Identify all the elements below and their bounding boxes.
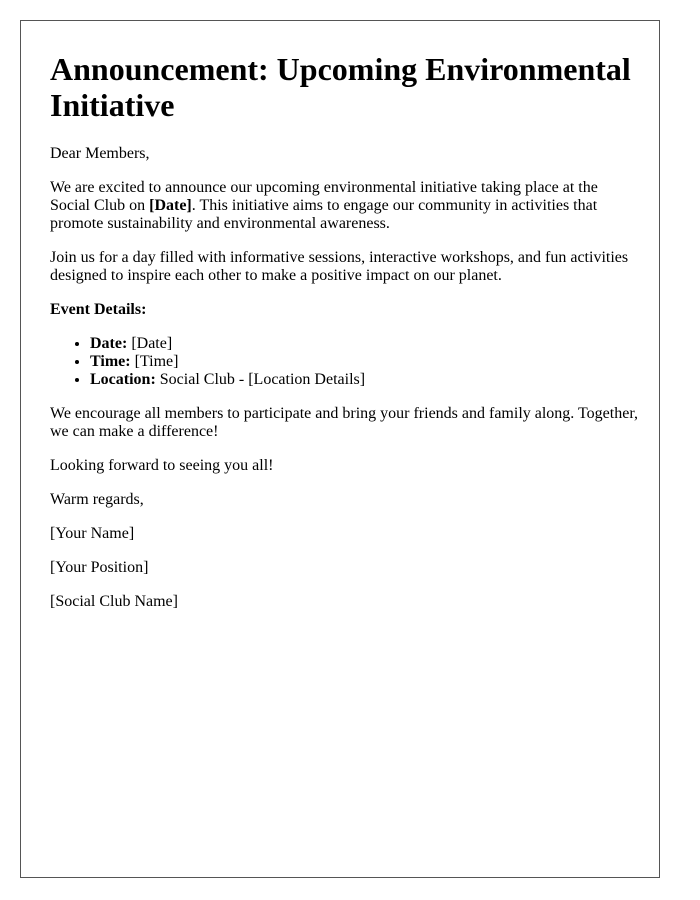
join-paragraph: Join us for a day filled with informative sessions, interactive workshops, and fun activities designed to inspire each other to make a positive impact on our planet. — [50, 249, 629, 284]
detail-value: [Date] — [127, 335, 173, 352]
encourage-paragraph: We encourage all members to participate and bring your friends and family along. Together, we can make a difference! — [50, 405, 639, 440]
looking-forward-paragraph: Looking forward to seeing you all! — [50, 457, 274, 474]
intro-text-part1: We are excited to announce our upcoming environmental initiative taking place at the Social Club on — [50, 179, 598, 214]
detail-value: Social Club - [Location Details] — [155, 371, 366, 388]
event-details-heading — [50, 301, 640, 319]
detail-label: Location: — [90, 371, 156, 388]
letter-content — [50, 51, 640, 627]
list-item — [90, 353, 640, 371]
intro-text-part2: . This initiative aims to engage our community in activities that promote sustainability and environmental awareness. — [50, 197, 598, 232]
detail-label: Time: — [90, 353, 131, 370]
detail-label: Date: — [90, 335, 128, 352]
signature-position: [Your Position] — [50, 559, 149, 576]
event-details-heading-text: Event Details: — [50, 301, 147, 318]
intro-date: [Date] — [149, 197, 192, 214]
closing: Warm regards, — [50, 491, 144, 508]
list-item — [90, 335, 640, 353]
greeting: Dear Members, — [50, 145, 150, 162]
letter-page — [20, 20, 660, 878]
signature-name: [Your Name] — [50, 525, 135, 542]
intro-paragraph — [50, 179, 640, 233]
list-item — [90, 371, 640, 389]
event-details-list — [50, 335, 640, 389]
page-title: Announcement: Upcoming Environmental Initiative — [50, 51, 631, 123]
detail-value: [Time] — [130, 353, 179, 370]
signature-club: [Social Club Name] — [50, 593, 178, 610]
